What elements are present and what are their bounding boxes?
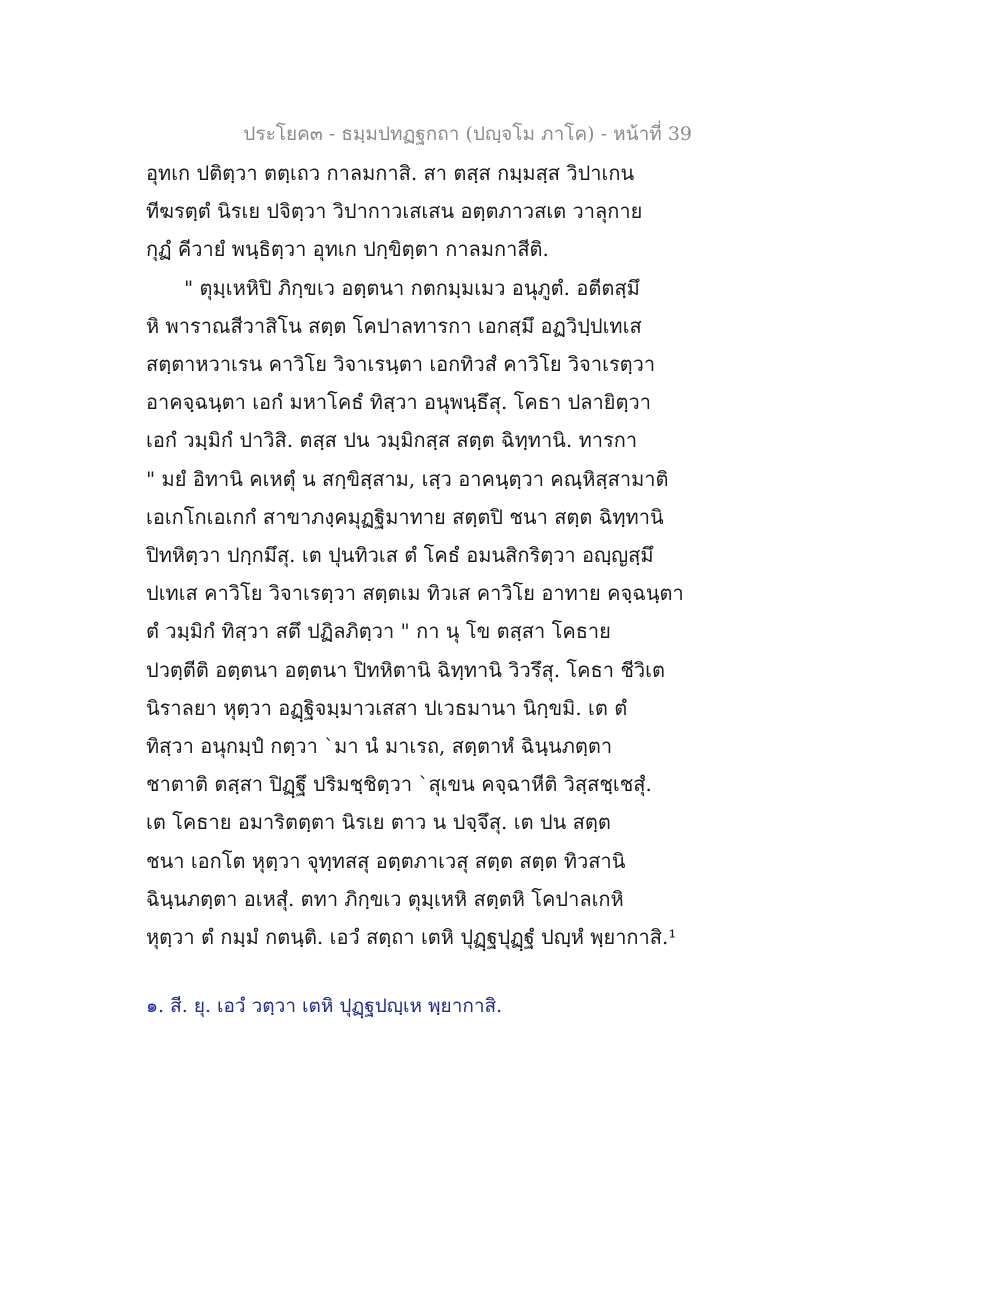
text-line: ทิสฺวา อนุกมฺปํ กตฺวา `มา นํ มาเรถ, สตฺตาหํ ฉินฺนภตฺตา — [146, 734, 613, 759]
text-line: หุตฺวา ตํ กมฺมํ กตนฺติ. เอวํ สตฺถา เตหิ ปุฏฺฐปุฏฺฐํ ปญฺหํ พฺยากาสิ.¹ — [146, 925, 677, 950]
text-line: ปิทหิตฺวา ปกฺกมึสุ. เต ปุนทิวเส ตํ โคธํ อมนสิกริตฺวา อญฺญสฺมึ — [146, 543, 654, 568]
text-line: กุฏํ คีวายํ พนฺธิตฺวา อุทเก ปกฺขิตฺตา กาลมกาสีติ. — [146, 237, 549, 262]
text-line: ทีฆรตฺตํ นิรเย ปจิตฺวา วิปากาวเสเสน อตฺตภาวสเต วาลุกาย — [146, 199, 643, 224]
text-line: เอเกโกเอเกกํ สาขาภงฺคมุฏฐิมาทาย สตฺตปิ ชนา สตฺต ฉิทฺทานิ — [146, 504, 664, 529]
text-line: เอกํ วมฺมิกํ ปาวิสิ. ตสฺส ปน วมฺมิกสฺส สตฺต ฉิทฺทานิ. ทารกา — [146, 428, 638, 453]
text-line: " มยํ อิทานิ คเหตุํ น สกฺขิสฺสาม, เสฺว อาคนฺตฺวา คณฺหิสฺสามาติ — [146, 466, 669, 491]
text-line: ปเทเส คาวิโย วิจาเรตฺวา สตฺตเม ทิวเส คาวิโย อาทาย คจฺฉนฺตา — [146, 581, 684, 606]
text-line: ชาตาติ ตสฺสา ปิฏฺฐึ ปริมชฺชิตฺวา `สุเขน คจฺฉาหีติ วิสฺสชฺเชสุํ. — [146, 772, 652, 797]
text-line: สตฺตาหวาเรน คาวิโย วิจาเรนฺตา เอกทิวสํ คาวิโย วิจาเรตฺวา — [146, 352, 656, 377]
text-line: ปวตฺตีติ อตฺตนา อตฺตนา ปิทหิตานิ ฉิทฺทานิ วิวรึสุ. โคธา ชีวิเต — [146, 657, 665, 682]
text-line: อาคจฺฉนฺตา เอกํ มหาโคธํ ทิสฺวา อนุพนฺธึสุ. โคธา ปลายิตฺวา — [146, 390, 651, 415]
text-line: ชนา เอกโต หุตฺวา จุทฺทสสุ อตฺตภาเวสุ สตฺต สตฺต ทิวสานิ — [146, 848, 626, 873]
text-line: ฉินฺนภตฺตา อเหสุํ. ตทา ภิกฺขเว ตุมฺเหหิ สตฺตหิ โคปาลเกหิ — [146, 886, 624, 911]
text-line: เต โคธาย อมาริตตฺตา นิรเย ตาว น ปจฺจึสุ. เต ปน สตฺต — [146, 810, 611, 835]
text-line: อุทเก ปติตฺวา ตตฺเถว กาลมกาสิ. สา ตสฺส กมฺมสฺส วิปาเกน — [146, 161, 635, 185]
footnote: ๑. สี. ยุ. เอวํ วตฺวา เตหิ ปุฏฺฐปญฺเห พฺยากาสิ. — [146, 995, 503, 1017]
body-text — [146, 154, 684, 956]
text-line: นิราลยา หุตฺวา อฏฺฐิจมฺมาวเสสา ปเวธมานา นิกฺขมิ. เต ตํ — [146, 695, 628, 720]
running-header: ประโยค๓ - ธมฺมปทฏฐกถา (ปญฺจโม ภาโค) - หน้าที่ 39 — [243, 123, 692, 145]
text-line: " ตุมฺเหหิปิ ภิกฺขเว อตฺตนา กตกมฺมเมว อนุภูตํ. อตีตสฺมึ — [184, 275, 640, 300]
text-line: ตํ วมฺมิกํ ทิสฺวา สตึ ปฏิลภิตฺวา " กา นุ โข ตสฺสา โคธาย — [146, 619, 611, 644]
text-line: หิ พาราณสีวาสิโน สตฺต โคปาลทารกา เอกสฺมึ อฏวิปฺปเทเส — [146, 313, 642, 338]
